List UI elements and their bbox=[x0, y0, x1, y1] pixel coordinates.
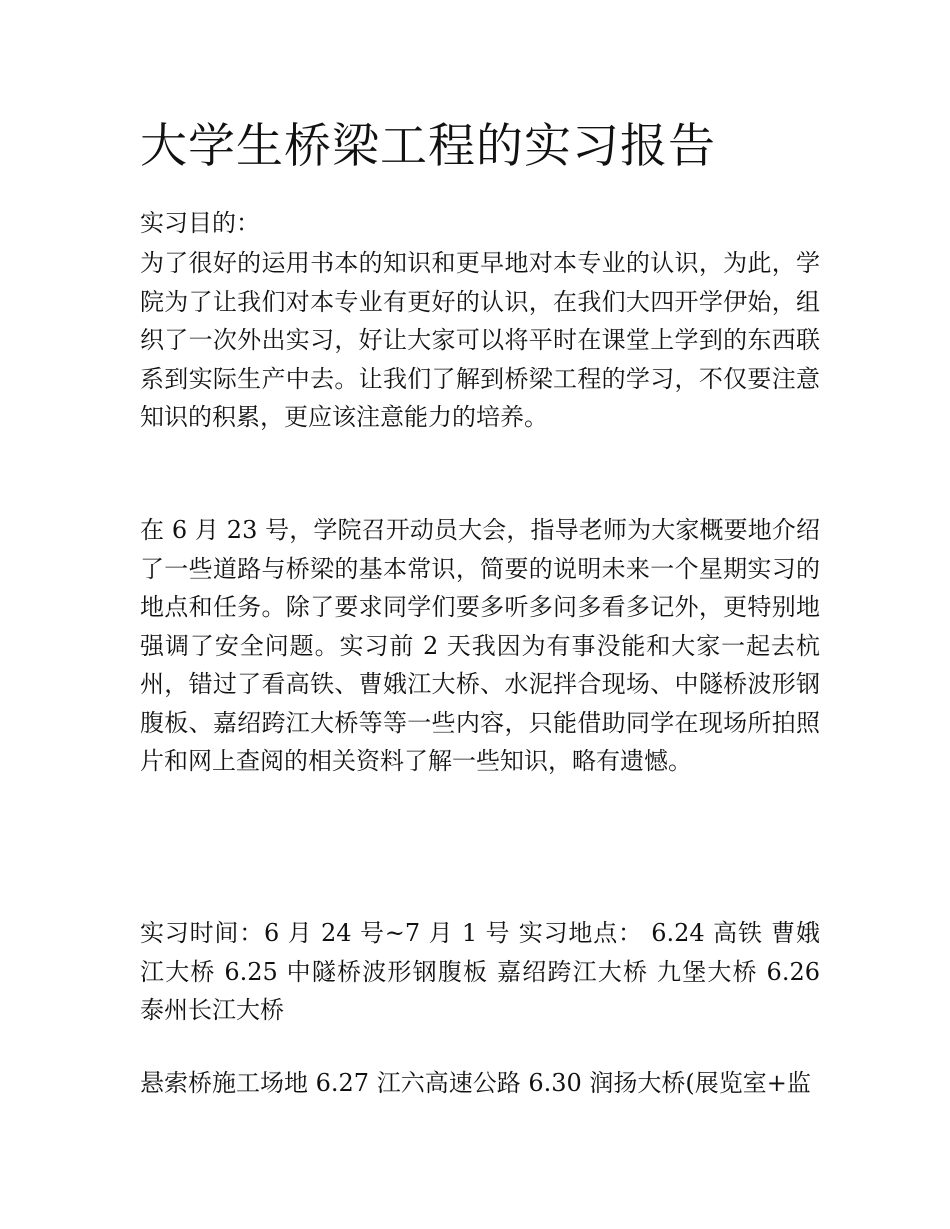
paragraph-purpose: 为了很好的运用书本的知识和更早地对本专业的认识，为此，学院为了让我们对本专业有更好的认识，在我们大四开学伊始，组织了一次外出实习，好让大家可以将平时在课堂上学到的东西联系到实际生产中去。让我们了解到桥梁工程的学习，不仅要注意知识的积累，更应该注意能力的培养。 bbox=[140, 249, 820, 431]
paragraph-mobilization: 在 6 月 23 号，学院召开动员大会，指导老师为大家概要地介绍了一些道路与桥梁的基本常识，简要的说明未来一个星期实习的地点和任务。除了要求同学们要多听多问多看多记外，更特别地强调了安全问题。实习前 2 天我因为有事没能和大家一起去杭州，错过了看高铁、曹娥江大桥、水泥拌合现场、中隧桥波形钢腹板、嘉绍跨江大桥等等一些内容，只能借助同学在现场所拍照片和网上查阅的相关资料了解一些知识，略有遗憾。 bbox=[140, 516, 820, 775]
paragraph-schedule: 实习时间：6 月 24 号~7 月 1 号 实习地点： 6.24 高铁 曹娥江大桥 6.25 中隧桥波形钢腹板 嘉绍跨江大桥 九堡大桥 6.26 泰州长江大桥 bbox=[140, 919, 820, 1024]
section-label-purpose: 实习目的： bbox=[140, 209, 260, 237]
paragraph-schedule-continued: 悬索桥施工场地 6.27 江六高速公路 6.30 润扬大桥(展览室+监 bbox=[140, 1069, 811, 1097]
document-title: 大学生桥梁工程的实习报告 bbox=[140, 119, 716, 174]
